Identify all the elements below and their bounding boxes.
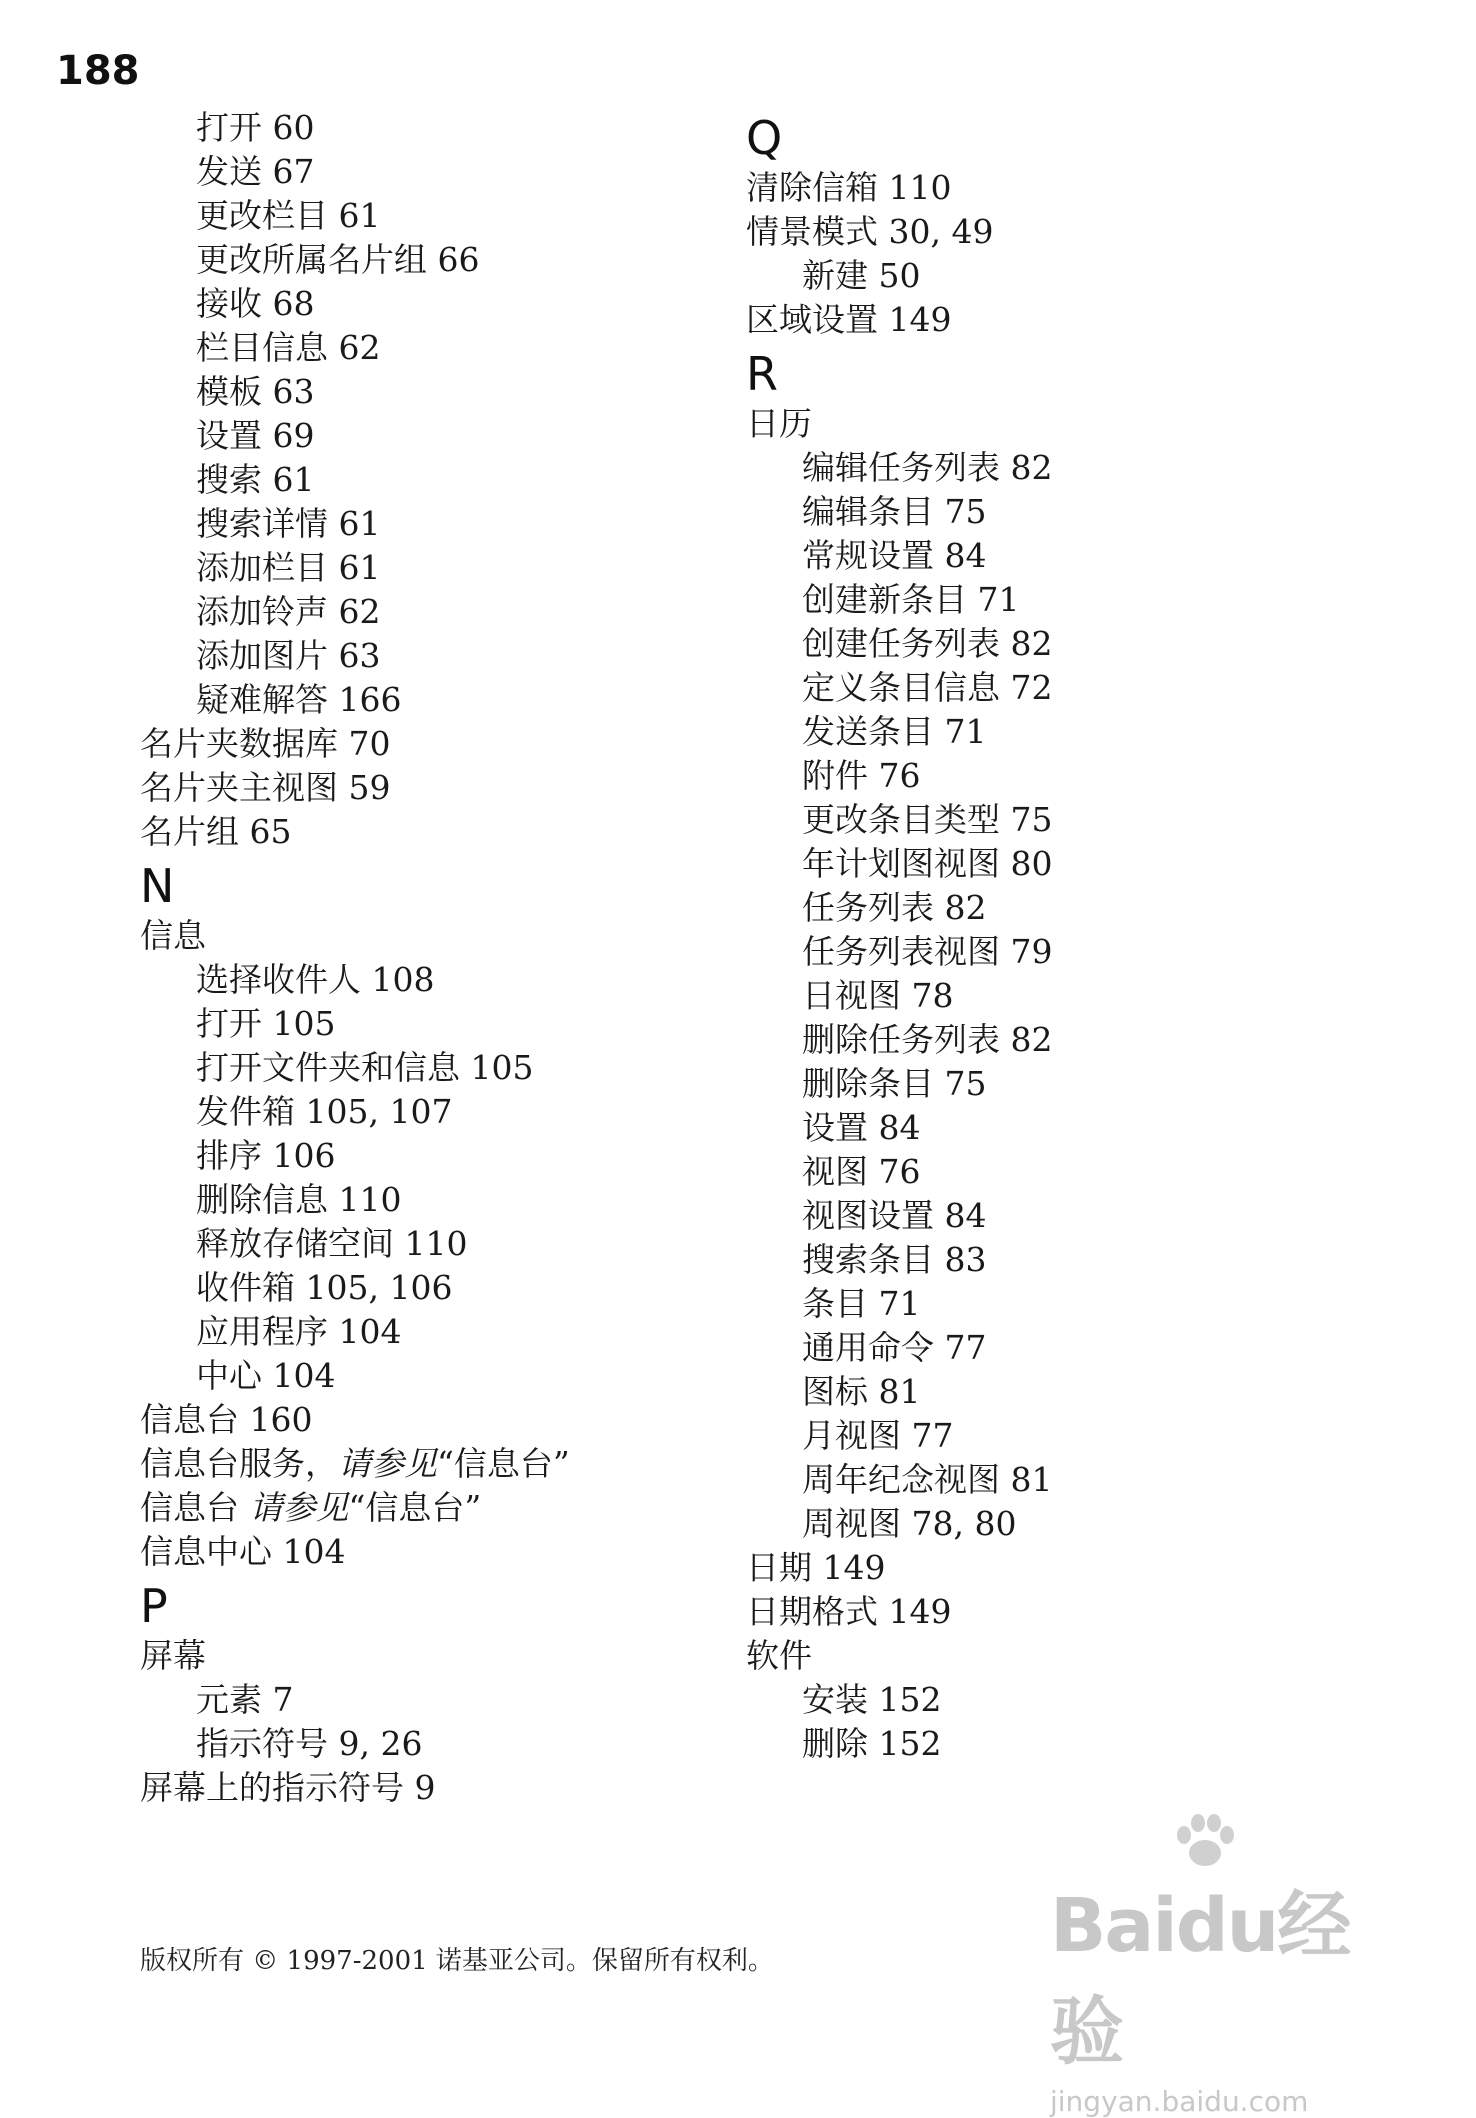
index-subentry	[746, 1370, 1386, 1414]
index-entry	[140, 1766, 740, 1810]
index-entry	[746, 1590, 1386, 1634]
index-entry	[746, 166, 1386, 210]
index-entry-text: 安装 152	[802, 1680, 942, 1719]
index-entry-text: 删除信息 110	[196, 1180, 402, 1219]
watermark-url: jingyan.baidu.com	[1050, 2085, 1309, 2118]
index-entry-text: 信息中心 104	[140, 1532, 346, 1571]
index-entry-text: 疑难解答 166	[196, 680, 402, 719]
index-entry-text: 任务列表视图 79	[802, 932, 1053, 971]
index-entry-text: 打开 105	[196, 1004, 336, 1043]
index-subentry	[746, 1194, 1386, 1238]
see-reference: 请参见	[338, 1444, 437, 1483]
index-subentry	[746, 1062, 1386, 1106]
index-subentry	[140, 1134, 740, 1178]
index-subentry	[746, 930, 1386, 974]
index-entry-text: 删除 152	[802, 1724, 942, 1763]
index-entry-text: 选择收件人 108	[196, 960, 435, 999]
index-subentry	[140, 1178, 740, 1222]
index-entry-text: 搜索条目 83	[802, 1240, 987, 1279]
index-subentry	[140, 1722, 740, 1766]
index-subentry	[746, 1678, 1386, 1722]
index-entry-text: 应用程序 104	[196, 1312, 402, 1351]
index-entry-text: 名片夹数据库 70	[140, 724, 391, 763]
index-entry-text: 打开文件夹和信息 105	[196, 1048, 534, 1087]
copyright-footer: 版权所有 © 1997-2001 诺基亚公司。保留所有权利。	[140, 1946, 774, 1976]
index-entry-text: 添加栏目 61	[196, 548, 381, 587]
index-subentry	[746, 1458, 1386, 1502]
index-subentry	[746, 886, 1386, 930]
index-entry	[140, 810, 740, 854]
index-subentry	[140, 590, 740, 634]
index-entry-text: 日期 149	[746, 1548, 886, 1587]
see-reference-target: “信息台”	[348, 1488, 482, 1527]
index-section-letter: Q	[746, 111, 783, 165]
index-entry-text: 视图 76	[802, 1152, 921, 1191]
index-subentry	[140, 958, 740, 1002]
page-number: 188	[56, 48, 140, 94]
index-entry-text: 更改栏目 61	[196, 196, 381, 235]
index-entry-text: 条目 71	[802, 1284, 921, 1323]
index-section-letter: P	[140, 1579, 168, 1633]
index-subentry	[140, 546, 740, 590]
watermark-logo: Baidu经验	[1050, 1883, 1350, 2075]
index-entry	[140, 1530, 740, 1574]
index-entry-text: 信息台	[140, 1488, 250, 1527]
index-entry-text: 设置 84	[802, 1108, 921, 1147]
index-entry-text: 模板 63	[196, 372, 315, 411]
index-subentry	[746, 622, 1386, 666]
index-entry-text: 中心 104	[196, 1356, 336, 1395]
index-entry-text: 发送条目 71	[802, 712, 987, 751]
index-subentry	[746, 578, 1386, 622]
index-entry	[140, 1398, 740, 1442]
index-entry-text: 删除任务列表 82	[802, 1020, 1053, 1059]
index-subentry	[140, 458, 740, 502]
see-reference: 请参见	[249, 1488, 349, 1527]
index-entry-text: 周视图 78, 80	[802, 1504, 1017, 1543]
index-entry	[140, 914, 740, 958]
index-subentry	[746, 842, 1386, 886]
index-entry-text: 排序 106	[196, 1136, 336, 1175]
index-subentry	[746, 1326, 1386, 1370]
index-entry-text: 屏幕上的指示符号 9	[140, 1768, 436, 1807]
index-entry-text: 任务列表 82	[802, 888, 987, 927]
index-entry	[140, 1634, 740, 1678]
index-entry-text: 打开 60	[196, 108, 315, 147]
index-subentry	[140, 150, 740, 194]
index-entry-text: 日视图 78	[802, 976, 954, 1015]
index-entry-text: 发送 67	[196, 152, 315, 191]
index-section-letter: R	[746, 347, 778, 401]
index-entry-text: 收件箱 105, 106	[196, 1268, 453, 1307]
index-entry-text: 定义条目信息 72	[802, 668, 1053, 707]
index-entry-text: 情景模式 30, 49	[746, 212, 994, 251]
index-subentry	[140, 1678, 740, 1722]
index-column-right	[746, 106, 1386, 1766]
index-subentry	[140, 414, 740, 458]
index-entry-text: 添加图片 63	[196, 636, 381, 675]
index-entry-text: 编辑条目 75	[802, 492, 987, 531]
index-entry-text: 月视图 77	[802, 1416, 954, 1455]
paw-icon	[1170, 1813, 1240, 1873]
index-subentry	[140, 1354, 740, 1398]
index-entry	[140, 722, 740, 766]
index-entry-text: 更改所属名片组 66	[196, 240, 480, 279]
index-subentry	[140, 1222, 740, 1266]
index-entry-text: 更改条目类型 75	[802, 800, 1053, 839]
index-entry-text: 日历	[746, 404, 812, 443]
index-subentry	[746, 1502, 1386, 1546]
index-entry-text: 信息	[140, 916, 206, 955]
index-entry-text: 通用命令 77	[802, 1328, 987, 1367]
index-entry	[140, 1486, 740, 1530]
index-subentry	[746, 490, 1386, 534]
index-subentry	[746, 1414, 1386, 1458]
index-entry-text: 日期格式 149	[746, 1592, 952, 1631]
index-entry-text: 删除条目 75	[802, 1064, 987, 1103]
index-entry-text: 创建任务列表 82	[802, 624, 1053, 663]
index-subentry	[140, 502, 740, 546]
index-subentry	[746, 798, 1386, 842]
index-subentry	[746, 1106, 1386, 1150]
index-entry-text: 附件 76	[802, 756, 921, 795]
index-entry-text: 栏目信息 62	[196, 328, 381, 367]
index-entry-text: 信息台 160	[140, 1400, 313, 1439]
index-entry-text: 视图设置 84	[802, 1196, 987, 1235]
index-entry-text: 编辑任务列表 82	[802, 448, 1053, 487]
index-entry	[746, 210, 1386, 254]
index-entry-text: 搜索详情 61	[196, 504, 381, 543]
index-entry-text: 软件	[746, 1636, 812, 1675]
index-entry-text: 图标 81	[802, 1372, 921, 1411]
index-entry-text: 设置 69	[196, 416, 315, 455]
index-subentry	[140, 678, 740, 722]
index-subentry	[140, 634, 740, 678]
index-entry	[746, 1634, 1386, 1678]
index-subentry	[140, 1310, 740, 1354]
index-subentry	[746, 254, 1386, 298]
index-subentry	[140, 238, 740, 282]
index-section-letter: N	[140, 859, 175, 913]
index-entry	[140, 766, 740, 810]
index-entry-text: 清除信箱 110	[746, 168, 952, 207]
index-subentry	[140, 1046, 740, 1090]
index-entry-text: 指示符号 9, 26	[196, 1724, 423, 1763]
index-column-left	[140, 106, 740, 1810]
index-subentry	[746, 710, 1386, 754]
see-reference-target: “信息台”	[437, 1444, 570, 1483]
index-entry-text: 搜索 61	[196, 460, 315, 499]
index-entry-text: 发件箱 105, 107	[196, 1092, 453, 1131]
index-entry-text: 元素 7	[196, 1680, 294, 1719]
index-subentry	[140, 194, 740, 238]
index-entry-text: 信息台服务，	[140, 1444, 338, 1483]
index-subentry	[746, 1018, 1386, 1062]
index-subentry	[746, 754, 1386, 798]
index-entry-text: 释放存储空间 110	[196, 1224, 468, 1263]
index-entry-text: 年计划图视图 80	[802, 844, 1053, 883]
index-entry	[746, 402, 1386, 446]
index-subentry	[746, 1238, 1386, 1282]
index-entry	[746, 298, 1386, 342]
index-subentry	[746, 1150, 1386, 1194]
index-subentry	[140, 326, 740, 370]
index-entry-text: 常规设置 84	[802, 536, 987, 575]
index-subentry	[140, 1090, 740, 1134]
index-entry-text: 周年纪念视图 81	[802, 1460, 1053, 1499]
index-subentry	[140, 282, 740, 326]
index-entry-text: 区域设置 149	[746, 300, 952, 339]
index-entry-text: 名片夹主视图 59	[140, 768, 391, 807]
index-subentry	[746, 534, 1386, 578]
index-subentry	[140, 370, 740, 414]
index-subentry	[140, 1002, 740, 1046]
index-entry-text: 创建新条目 71	[802, 580, 1020, 619]
index-entry-text: 屏幕	[140, 1636, 206, 1675]
index-entry	[746, 1546, 1386, 1590]
index-entry-text: 名片组 65	[140, 812, 292, 851]
index-entry-text: 接收 68	[196, 284, 315, 323]
index-entry-text: 新建 50	[802, 256, 921, 295]
index-entry-text: 添加铃声 62	[196, 592, 381, 631]
index-subentry	[746, 974, 1386, 1018]
baidu-jingyan-watermark	[1050, 1815, 1380, 2118]
index-entry	[140, 1442, 740, 1486]
index-subentry	[140, 106, 740, 150]
index-subentry	[746, 1282, 1386, 1326]
index-subentry	[746, 446, 1386, 490]
index-subentry	[746, 666, 1386, 710]
index-subentry	[746, 1722, 1386, 1766]
index-subentry	[140, 1266, 740, 1310]
